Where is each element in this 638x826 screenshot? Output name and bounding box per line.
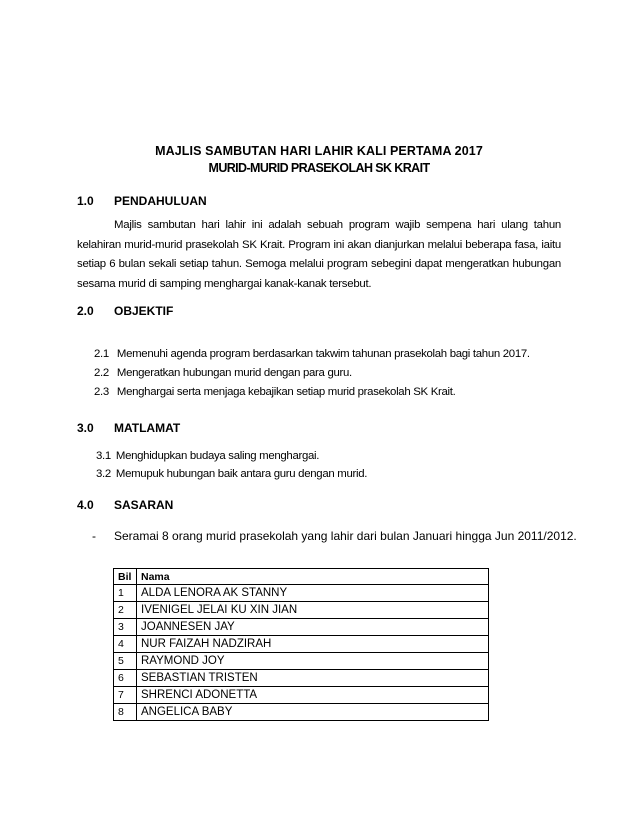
goal-num: 3.1 [96,450,111,462]
section-heading-pendahuluan: PENDAHULUAN [114,194,207,208]
goal-text: Memupuk hubungan baik antara guru dengan murid. [115,468,368,480]
objective-text: Menghargai serta menjaga kebajikan setiap murid prasekolah SK Krait. [116,386,456,398]
header-nama: Nama [137,569,489,585]
objective-item [94,386,455,398]
table-row [114,704,489,721]
cell-nama: JOANNESEN JAY [137,619,489,636]
table-header-row [114,569,489,585]
cell-nama: NUR FAIZAH NADZIRAH [137,636,489,653]
objective-item [94,348,530,360]
goal-item [96,468,367,480]
cell-nama: SHRENCI ADONETTA [137,687,489,704]
cell-bil: 1 [114,585,137,602]
section-number-2: 2.0 [77,304,94,318]
student-table [113,568,489,721]
sasaran-text: Seramai 8 orang murid prasekolah yang lahir dari bulan Januari hingga Jun 2011/2012. [114,529,577,543]
goal-item [96,450,319,462]
document-subtitle: MURID-MURID PRASEKOLAH SK KRAIT [208,161,430,175]
section-number-1: 1.0 [77,194,94,208]
table-row [114,585,489,602]
table-row [114,687,489,704]
section-heading-objektif: OBJEKTIF [114,304,174,318]
cell-nama: RAYMOND JOY [137,653,489,670]
section-number-3: 3.0 [77,421,94,435]
table-row [114,619,489,636]
cell-bil: 2 [114,602,137,619]
cell-bil: 5 [114,653,137,670]
cell-bil: 7 [114,687,137,704]
goal-text: Menghidupkan budaya saling menghargai. [115,450,320,462]
cell-bil: 3 [114,619,137,636]
cell-bil: 8 [114,704,137,721]
table-row [114,670,489,687]
cell-nama: SEBASTIAN TRISTEN [137,670,489,687]
section-number-4: 4.0 [77,498,94,512]
objective-num: 2.3 [94,386,109,398]
header-bil: Bil [114,569,137,585]
objective-num: 2.2 [94,367,109,379]
table-row [114,602,489,619]
cell-nama: ALDA LENORA AK STANNY [137,585,489,602]
document-title: MAJLIS SAMBUTAN HARI LAHIR KALI PERTAMA 2017 [155,144,483,158]
goal-num: 3.2 [96,468,111,480]
cell-bil: 6 [114,670,137,687]
objective-text: Memenuhi agenda program berdasarkan takwim tahunan prasekolah bagi tahun 2017. [116,348,530,360]
bullet-dash: - [92,529,96,543]
table-row [114,653,489,670]
objective-num: 2.1 [94,348,109,360]
section-heading-matlamat: MATLAMAT [114,421,181,435]
table-row [114,636,489,653]
cell-nama: ANGELICA BABY [137,704,489,721]
cell-bil: 4 [114,636,137,653]
objective-item [94,367,352,379]
pendahuluan-paragraph [77,216,561,294]
section-heading-sasaran: SASARAN [114,498,174,512]
pendahuluan-text: Majlis sambutan hari lahir ini adalah sebuah program wajib sempena hari ulang tahun kelahiran murid-murid prasekolah SK Krait. Program ini akan dianjurkan melalui beberapa fasa, iaitu setiap 6 bulan sekali setiap tahun. Semoga melalui program sebegini dapat mengeratkan hubungan sesama murid di samping menghargai kanak-kanak tersebut. [77,219,561,290]
objective-text: Mengeratkan hubungan murid dengan para guru. [116,367,352,379]
cell-nama: IVENIGEL JELAI KU XIN JIAN [137,602,489,619]
